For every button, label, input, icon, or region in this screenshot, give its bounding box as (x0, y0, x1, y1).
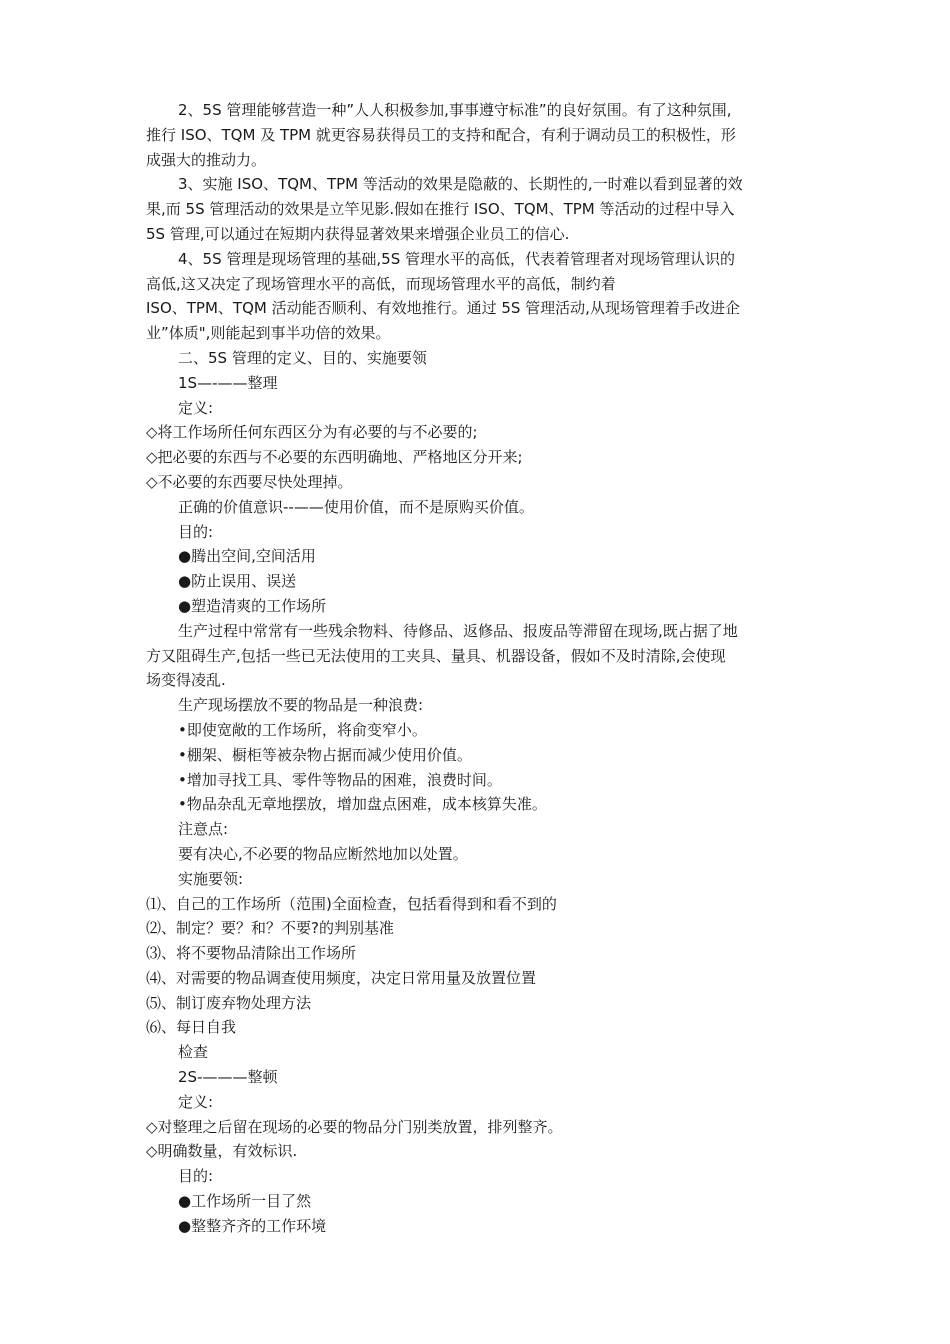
text-line: ◇将工作场所任何东西区分为有必要的与不必要的; (146, 423, 478, 442)
text-line: 果,而 5S 管理活动的效果是立竿见影.假如在推行 ISO、TQM、TPM 等活动的过程中导入 (146, 200, 735, 219)
text-line: 3、实施 ISO、TQM、TPM 等活动的效果是隐蔽的、长期性的,一时难以看到显著的效 (178, 175, 743, 194)
text-line: ●整整齐齐的工作环境 (178, 1216, 327, 1235)
text-line: 定义: (178, 398, 214, 417)
text-line: 实施要领: (178, 869, 244, 888)
text-line: ⑸、制订废弃物处理方法 (146, 993, 312, 1012)
text-line: ◇明确数量，有效标识. (146, 1142, 298, 1161)
text-line: 生产现场摆放不要的物品是一种浪费: (178, 696, 424, 715)
text-line: •棚架、橱柜等被杂物占据而减少使用价值。 (178, 745, 472, 764)
text-line: •即使宽敞的工作场所，将俞变窄小。 (178, 720, 427, 739)
text-line: 注意点: (178, 820, 229, 839)
text-line: 正确的价值意识--——使用价值，而不是原购买价值。 (178, 497, 534, 516)
text-line: 2、5S 管理能够营造一种”人人积极参加,事事遵守标准”的良好氛围。有了这种氛围, (178, 101, 732, 119)
text-line: 高低,这又决定了现场管理水平的高低，而现场管理水平的高低，制约着 (146, 274, 616, 293)
text-line: ⑵、制定？要？和？不要?的判别基准 (146, 919, 394, 938)
text-line: ISO、TPM、TQM 活动能否顺利、有效地推行。通过 5S 管理活动,从现场管理着手改进企 (146, 299, 740, 318)
text-line: 业”体质",则能起到事半功倍的效果。 (146, 324, 391, 343)
document-body (146, 98, 806, 1239)
text-line: 4、5S 管理是现场管理的基础,5S 管理水平的高低，代表着管理者对现场管理认识的 (178, 249, 735, 268)
text-line: •物品杂乱无章地摆放，增加盘点困难，成本核算失准。 (178, 795, 547, 814)
text-line: 要有决心,不必要的物品应断然地加以处置。 (178, 844, 468, 863)
text-line: 1S—-——整理 (178, 373, 278, 392)
text-line: 方又阻碍生产,包括一些已无法使用的工夹具、量具、机器设备，假如不及时清除,会使现 (146, 646, 726, 665)
text-line: 场变得凌乱. (146, 671, 226, 690)
text-line: ⑷、对需要的物品调查使用频度，决定日常用量及放置位置 (146, 968, 537, 987)
text-line: ●腾出空间,空间活用 (178, 547, 316, 566)
text-line: •增加寻找工具、零件等物品的困难，浪费时间。 (178, 770, 502, 789)
text-line: ●工作场所一目了然 (178, 1192, 312, 1211)
text-line: ◇不必要的东西要尽快处理掉。 (146, 472, 353, 491)
text-line: 生产过程中常常有一些残余物料、待修品、返修品、报废品等滞留在现场,既占据了地 (178, 621, 738, 640)
text-line: 成强大的推动力。 (146, 150, 267, 169)
text-line: ●塑造清爽的工作场所 (178, 596, 327, 615)
text-line: 目的: (178, 1167, 214, 1186)
text-line: ◇把必要的东西与不必要的东西明确地、严格地区分开来; (146, 448, 523, 467)
text-line: 定义: (178, 1092, 214, 1111)
text-line: 二、5S 管理的定义、目的、实施要领 (178, 348, 427, 367)
text-line: 检查 (178, 1043, 209, 1062)
text-line: 推行 ISO、TQM 及 TPM 就更容易获得员工的支持和配合，有利于调动员工的积极性，形 (146, 125, 736, 144)
text-line: ◇对整理之后留在现场的必要的物品分门别类放置，排列整齐。 (146, 1117, 563, 1136)
text-line: ⑹、每日自我 (146, 1018, 237, 1037)
text-line: 2S-———整顿 (178, 1068, 278, 1087)
text-line: ⑶、将不要物品清除出工作场所 (146, 944, 357, 963)
text-line: 目的: (178, 522, 214, 541)
text-line: ●防止误用、误送 (178, 572, 297, 591)
text-line: ⑴、自己的工作场所（范围)全面检查，包括看得到和看不到的 (146, 894, 557, 913)
text-line: 5S 管理,可以通过在短期内获得显著效果来增强企业员工的信心. (146, 224, 570, 243)
